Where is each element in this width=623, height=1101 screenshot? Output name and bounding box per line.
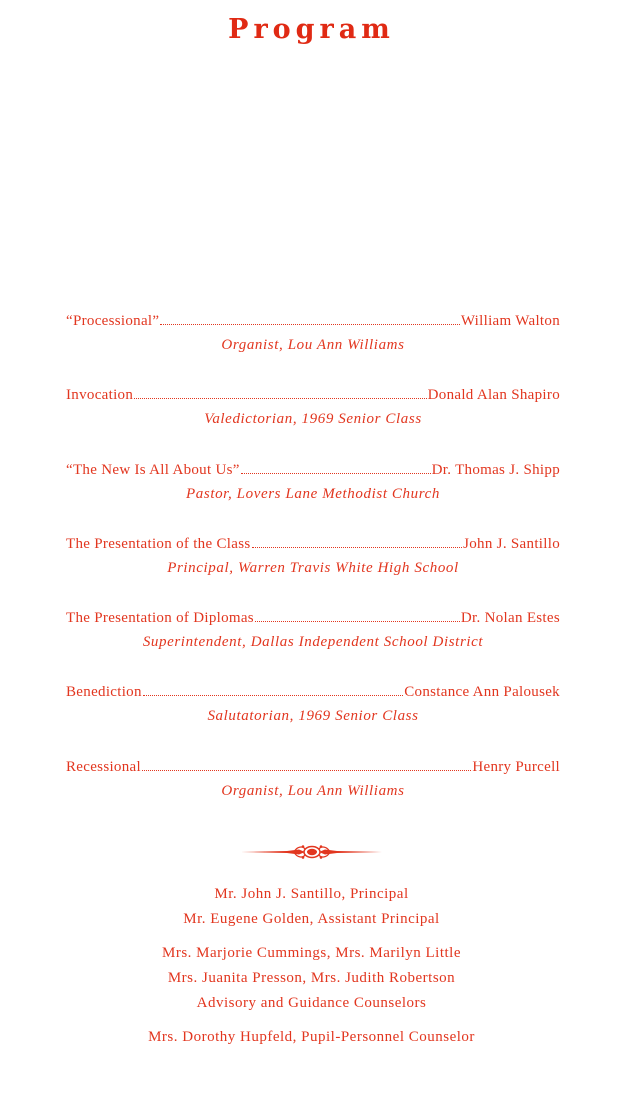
item-title: The Presentation of Diplomas (66, 610, 254, 627)
program-item-benediction (66, 681, 560, 755)
staff-counselors-2: Mrs. Juanita Presson, Mrs. Judith Robertson (167, 970, 456, 986)
dot-leader (143, 695, 403, 696)
item-title: Recessional (66, 758, 141, 775)
dot-leader (252, 547, 463, 548)
program-item-processional (66, 310, 560, 384)
program-item-invocation (66, 384, 560, 458)
item-title: “Processional” (66, 313, 160, 329)
staff-counselors-1: Mrs. Marjorie Cummings, Mrs. Marilyn Little (162, 945, 461, 961)
item-person: Henry Purcell (472, 758, 560, 775)
item-person: William Walton (460, 313, 560, 329)
dot-leader (255, 621, 460, 622)
staff-pupil-personnel: Mrs. Dorothy Hupfeld, Pupil-Personnel Counselor (148, 1029, 475, 1045)
item-role: Salutatorian, 1969 Senior Class (207, 708, 419, 725)
item-role: Superintendent, Dallas Independent School District (142, 634, 484, 651)
item-title: The Presentation of the Class (66, 535, 251, 552)
item-person: Donald Alan Shapiro (427, 387, 560, 404)
program-list (66, 310, 560, 830)
dot-leader (134, 398, 426, 399)
item-person: John J. Santillo (463, 535, 560, 552)
item-role: Valedictorian, 1969 Senior Class (204, 411, 422, 428)
item-title: “The New Is All About Us” (66, 461, 240, 478)
ornament-divider-icon (239, 843, 385, 861)
dot-leader (241, 473, 431, 474)
program-item-address (66, 459, 560, 533)
program-item-presentation-diplomas (66, 607, 560, 681)
staff-counselors-title: Advisory and Guidance Counselors (196, 995, 427, 1011)
item-role: Organist, Lou Ann Williams (221, 782, 405, 799)
program-item-presentation-class (66, 533, 560, 607)
item-person: Dr. Nolan Estes (460, 610, 560, 627)
item-person: Constance Ann Palousek (404, 684, 560, 701)
item-title: Invocation (66, 387, 134, 404)
staff-principal: Mr. John J. Santillo, Principal (214, 886, 409, 902)
staff-list (0, 882, 623, 1050)
dot-leader (142, 770, 471, 771)
page-title: Program (228, 14, 395, 45)
item-title: Benediction (66, 684, 142, 701)
dot-leader (160, 324, 459, 325)
program-item-recessional (66, 756, 560, 830)
staff-assistant-principal: Mr. Eugene Golden, Assistant Principal (183, 911, 440, 927)
item-person: Dr. Thomas J. Shipp (431, 461, 560, 478)
item-role: Pastor, Lovers Lane Methodist Church (186, 485, 440, 502)
item-role: Organist, Lou Ann Williams (221, 337, 405, 353)
item-role: Principal, Warren Travis White High School (167, 559, 459, 576)
